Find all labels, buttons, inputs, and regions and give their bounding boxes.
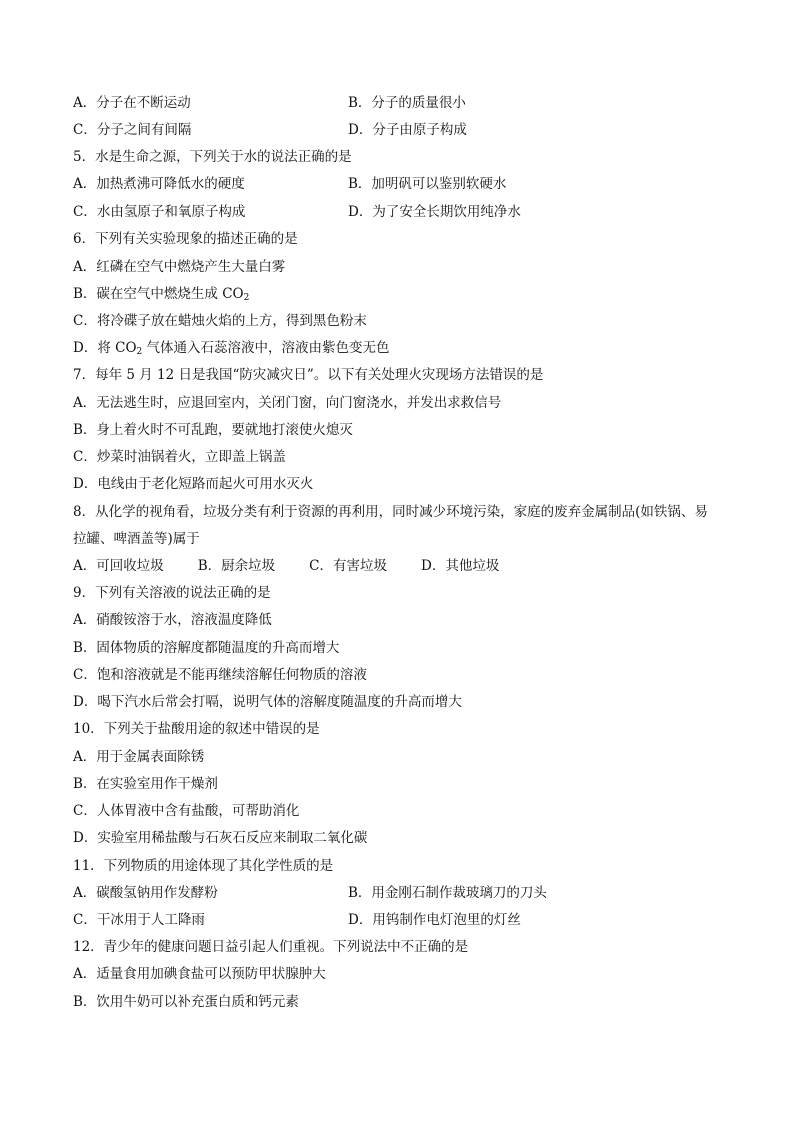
q11-option-c: C．干冰用于人工降雨 xyxy=(73,912,205,928)
q4-option-b: B．分子的质量很小 xyxy=(348,95,466,111)
q8-option-a: A．可回收垃圾 xyxy=(73,558,164,574)
q12-option-a: A．适量食用加碘食盐可以预防甲状腺肿大 xyxy=(73,966,326,982)
q9-option-c: C．饱和溶液就是不能再继续溶解任何物质的溶液 xyxy=(73,667,367,683)
q6-option-b xyxy=(73,285,734,303)
q10-option-b: B．在实验室用作干燥剂 xyxy=(73,776,218,792)
q5-stem: 5．水是生命之源，下列关于水的说法正确的是 xyxy=(73,149,352,165)
q7-option-d: D．电线由于老化短路而起火可用水灭火 xyxy=(73,476,314,492)
q6-option-d-text-post: 气体通入石蕊溶液中，溶液由紫色变无色 xyxy=(142,340,390,356)
q9-option-b: B．固体物质的溶解度都随温度的升高而增大 xyxy=(73,640,340,656)
q11-stem: 11．下列物质的用途体现了其化学性质的是 xyxy=(73,858,334,874)
q6-option-c: C．将冷碟子放在蜡烛火焰的上方，得到黑色粉末 xyxy=(73,313,367,329)
q4-row-cd xyxy=(73,121,734,139)
q8-stem-line1: 8．从化学的视角看，垃圾分类有利于资源的再利用，同时减少环境污染，家庭的废弃金属制品(如铁锅、易 xyxy=(73,504,708,520)
q4-row-ab xyxy=(73,94,734,112)
q7-stem: 7．每年 5 月 12 日是我国“防灾减灾日”。以下有关处理火灾现场方法错误的是 xyxy=(73,367,544,383)
q6-stem: 6．下列有关实验现象的描述正确的是 xyxy=(73,231,298,247)
q6-option-b-subscript: 2 xyxy=(243,293,250,303)
q6-option-b-text: B．碳在空气中燃烧生成 CO xyxy=(73,286,244,302)
q10-stem: 10．下列关于盐酸用途的叙述中错误的是 xyxy=(73,721,320,737)
q5-row-ab xyxy=(73,175,734,193)
q10-option-a: A．用于金属表面除锈 xyxy=(73,749,205,765)
q5-row-cd xyxy=(73,203,734,221)
q4-option-c: C．分子之间有间隔 xyxy=(73,122,192,138)
q4-option-d: D．分子由原子构成 xyxy=(348,122,467,138)
q4-option-a: A．分子在不断运动 xyxy=(73,95,191,111)
q6-option-d xyxy=(73,339,734,357)
q5-option-a: A．加热煮沸可降低水的硬度 xyxy=(73,176,245,192)
q8-options xyxy=(73,557,734,575)
q7-option-b: B．身上着火时不可乱跑，要就地打滚使火熄灭 xyxy=(73,422,353,438)
q11-row-cd xyxy=(73,911,734,929)
q6-option-a: A．红磷在空气中燃烧产生大量白雾 xyxy=(73,259,286,275)
q5-option-d: D．为了安全长期饮用纯净水 xyxy=(348,204,521,220)
q9-option-a: A．硝酸铵溶于水，溶液温度降低 xyxy=(73,612,272,628)
q11-option-a: A．碳酸氢钠用作发酵粉 xyxy=(73,885,218,901)
q10-option-c: C．人体胃液中含有盐酸，可帮助消化 xyxy=(73,803,300,819)
q6-option-d-subscript: 2 xyxy=(136,347,143,357)
q6-option-d-text-pre: D．将 CO xyxy=(73,340,137,356)
q11-option-d: D．用钨制作电灯泡里的灯丝 xyxy=(348,912,521,928)
q10-option-d: D．实验室用稀盐酸与石灰石反应来制取二氧化碳 xyxy=(73,830,368,846)
q8-option-b: B．厨余垃圾 xyxy=(197,558,276,574)
q12-stem: 12．青少年的健康问题日益引起人们重视。下列说法中不正确的是 xyxy=(73,939,469,955)
q9-option-d: D．喝下汽水后常会打嗝，说明气体的溶解度随温度的升高而增大 xyxy=(73,694,462,710)
q9-stem: 9．下列有关溶液的说法正确的是 xyxy=(73,585,271,601)
q5-option-c: C．水由氢原子和氧原子构成 xyxy=(73,204,246,220)
q11-option-b: B．用金刚石制作裁玻璃刀的刀头 xyxy=(348,885,547,901)
q7-option-a: A．无法逃生时，应退回室内，关闭门窗，向门窗浇水，并发出求救信号 xyxy=(73,395,502,411)
q12-option-b: B．饮用牛奶可以补充蛋白质和钙元素 xyxy=(73,994,299,1010)
q5-option-b: B．加明矾可以鉴别软硬水 xyxy=(348,176,507,192)
q11-row-ab xyxy=(73,884,734,902)
q8-option-d: D．其他垃圾 xyxy=(421,558,500,574)
q8-option-c: C．有害垃圾 xyxy=(309,558,388,574)
q7-option-c: C．炒菜时油锅着火，立即盖上锅盖 xyxy=(73,449,286,465)
q8-stem-line2: 拉罐、啤酒盖等)属于 xyxy=(73,531,200,547)
